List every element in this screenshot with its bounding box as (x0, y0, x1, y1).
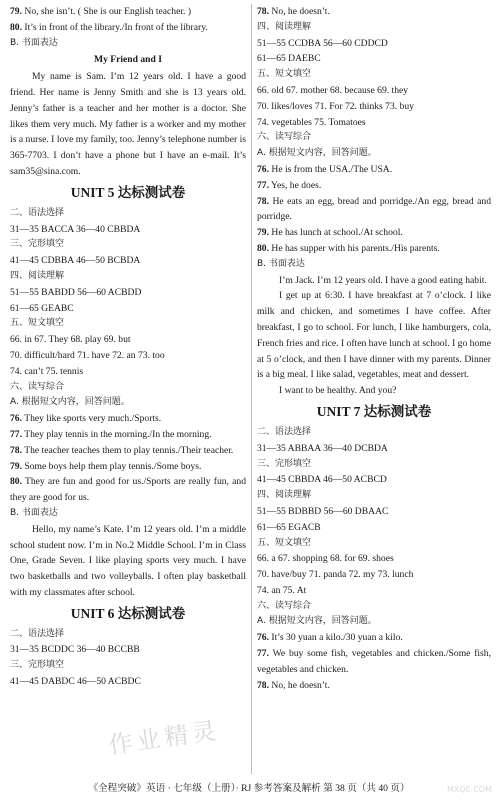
unit-heading: UNIT 6 达标测试卷 (70, 605, 186, 621)
section-heading: 六、读写综合 (257, 132, 312, 143)
section-heading: B. 书面表达 (257, 258, 305, 269)
essay-title: My Friend and I (94, 54, 162, 66)
answer-line (257, 162, 491, 178)
answer-line (257, 504, 491, 520)
answer-line (257, 225, 491, 241)
answer-line (10, 20, 246, 36)
answer-text: 70. have/buy 71. panda 72. my 73. lunch (257, 569, 414, 581)
answer-text: They play tennis in the morning./In the morning. (22, 428, 212, 440)
answer-text: No, he doesn’t. (269, 6, 330, 17)
unit-heading: UNIT 7 达标测试卷 (316, 403, 432, 419)
unit-heading: UNIT 5 达标测试卷 (70, 184, 186, 200)
question-number: 77. (10, 428, 22, 440)
answer-text: 31—35 BACCA 36—40 CBBDA (10, 223, 141, 235)
answer-text: 31—35 BCDDC 36—40 BCCBB (10, 644, 140, 656)
answer-text: 74. vegetables 75. Tomatoes (257, 116, 366, 128)
answer-text: 51—55 BDBBD 56—60 DBAAC (257, 505, 389, 517)
answer-text: 74. can’t 75. tennis (10, 365, 84, 377)
section-heading: A. 根据短文内容，回答问题。 (257, 616, 377, 627)
answer-text: They like sports very much./Sports. (22, 413, 162, 425)
section-heading: 六、读写综合 (257, 600, 312, 611)
answer-line (257, 178, 491, 194)
answer-line (257, 472, 491, 488)
answer-text: 41—45 DABDC 46—50 ACBDC (10, 676, 141, 688)
answer-text: Yes, he does. (269, 179, 322, 191)
question-number: 80. (257, 242, 269, 254)
question-number: 80. (10, 476, 22, 488)
question-number: 76. (257, 632, 269, 644)
answer-text: 61—65 EGACB (257, 521, 321, 533)
section-heading: 四、阅读理解 (257, 21, 312, 32)
answer-line (10, 427, 246, 443)
section-heading: 三、完形填空 (10, 239, 65, 250)
answer-line (257, 583, 491, 599)
section-heading: 二、语法选择 (257, 426, 312, 437)
section-heading: 五、短文填空 (257, 537, 312, 548)
answer-line (10, 459, 246, 475)
answer-line (257, 520, 491, 536)
answer-text: He has supper with his parents./His parents. (269, 242, 440, 254)
answer-text: 61—65 DAEBC (257, 53, 321, 65)
essay-paragraph: I get up at 6:30. I have breakfast at 7 o’clock. I like milk and chicken, and sometimes I have coffee. After breakfast, I go to school. For lunch, I like hamburgers, cola, French fries and rice. I often have lunch at school. I go home at 5 o’clock, and then I have dinner with my parents. Dinner is a big meal. I like salad, vegetables, meat and dessert. (257, 290, 491, 381)
left-column (10, 4, 246, 690)
section-heading: B. 书面表达 (10, 507, 58, 518)
answer-line (10, 222, 246, 238)
essay-paragraph: Hello, my name’s Kate. I’m 12 years old. I’m a middle school student now. I’m in No.2 Middle School. I’m in Class One, Grade Seven. I like playing sports very much. I have two basketballs and two volleyballs. I often play basketball with my classmates after school. (10, 523, 246, 598)
section-heading: B. 书面表达 (10, 37, 58, 48)
answer-text: No, she isn’t. ( She is our English teacher. ) (22, 6, 192, 17)
answer-text: It’s in front of the library./In front of the library. (22, 21, 208, 33)
answer-line (257, 241, 491, 257)
answer-line (257, 194, 491, 226)
question-number: 78. (257, 679, 269, 691)
right-column (257, 4, 491, 693)
section-heading: 六、读写综合 (10, 381, 65, 392)
answer-text: 66. old 67. mother 68. because 69. they (257, 84, 409, 96)
question-number: 77. (257, 648, 269, 660)
answer-line (257, 551, 491, 567)
answer-text: 74. an 75. At (257, 584, 307, 596)
section-heading: 四、阅读理解 (257, 490, 312, 501)
question-number: 79. (10, 460, 22, 472)
answer-text: They are fun and good for us./Sports are really fun, and they are good for us. (10, 476, 246, 504)
question-number: 80. (10, 21, 22, 33)
question-number: 78. (257, 195, 269, 207)
section-heading: A. 根据短文内容，回答问题。 (10, 397, 130, 408)
question-number: 79. (10, 6, 22, 17)
question-number: 79. (257, 227, 269, 239)
essay-paragraph: I’m Jack. I’m 12 years old. I have a good eating habit. (279, 274, 487, 286)
answer-line (10, 348, 246, 364)
question-number: 76. (257, 163, 269, 175)
section-heading: 二、语法选择 (10, 628, 65, 639)
answer-line (257, 115, 491, 131)
answer-text: The teacher teaches them to play tennis./Their teacher. (22, 444, 234, 456)
answer-text: 41—45 CDBBA 46—50 BCBDA (10, 255, 141, 267)
answer-text: 41—45 CBBDA 46—50 ACBCD (257, 474, 387, 486)
answer-line (10, 474, 246, 506)
answer-line (257, 51, 491, 67)
answer-text: 61—65 GEABC (10, 302, 74, 314)
answer-line (10, 642, 246, 658)
answer-line (10, 285, 246, 301)
answer-line (10, 332, 246, 348)
answer-line (257, 36, 491, 52)
answer-line (257, 441, 491, 457)
answer-text: It’s 30 yuan a kilo./30 yuan a kilo. (269, 632, 403, 644)
answer-line (257, 678, 491, 694)
answer-line (10, 443, 246, 459)
answer-line (257, 4, 491, 20)
section-heading: 五、短文填空 (10, 318, 65, 329)
essay-paragraph: I want to be healthy. And you? (279, 385, 397, 397)
answer-line (10, 674, 246, 690)
answer-line (257, 630, 491, 646)
answer-text: 66. a 67. shopping 68. for 69. shoes (257, 553, 394, 565)
question-number: 78. (10, 444, 22, 456)
answer-line (10, 301, 246, 317)
answer-text: 70. likes/loves 71. For 72. thinks 73. buy (257, 100, 414, 112)
answer-line (257, 83, 491, 99)
answer-text: 51—55 CCDBA 56—60 CDDCD (257, 37, 388, 49)
answer-text: 70. difficult/hard 71. have 72. an 73. too (10, 349, 165, 361)
section-heading: 三、完形填空 (10, 660, 65, 671)
section-heading: 二、语法选择 (10, 207, 65, 218)
answer-line (10, 253, 246, 269)
section-heading: 三、完形填空 (257, 458, 312, 469)
answer-line (10, 4, 246, 20)
answer-text: We buy some fish, vegetables and chicken./Some fish, vegetables and chicken. (257, 648, 491, 675)
section-heading: 四、阅读理解 (10, 270, 65, 281)
answer-text: He is from the USA./The USA. (269, 163, 393, 175)
answer-line (10, 364, 246, 380)
answer-line (10, 411, 246, 427)
column-divider (251, 4, 252, 774)
answer-text: 66. in 67. They 68. play 69. but (10, 334, 131, 346)
section-heading: 五、短文填空 (257, 69, 312, 80)
answer-text: He eats an egg, bread and porridge./An egg, bread and porridge. (257, 195, 491, 223)
answer-line (257, 646, 491, 678)
answer-line (257, 567, 491, 583)
page-footer: 《全程突破》英语 · 七年级（上册）· RJ 参考答案及解析 第 38 页（共 40 页） (88, 783, 410, 794)
answer-text: 51—55 BABDD 56—60 ACBDD (10, 286, 142, 298)
essay-paragraph: My name is Sam. I’m 12 years old. I have a good friend. Her name is Jenny Smith and she is 13 years old. Jenny’s father is a teacher and her mother is a doctor. She likes them very much. My father is a worker and my mother is a nurse. I love my family, too. Jenny’s telephone number is 365-7703. I don’t have a phone but I have an e-mail. It’s sam35@sina.com. (10, 71, 246, 177)
watermark: 作业精灵 (106, 716, 222, 760)
answer-text: He has lunch at school./At school. (269, 227, 403, 239)
answer-text: 31—35 ABBAA 36—40 DCBDA (257, 442, 388, 454)
question-number: 77. (257, 179, 269, 191)
answer-text: Some boys help them play tennis./Some boys. (22, 460, 202, 472)
question-number: 76. (10, 413, 22, 425)
question-number: 78. (257, 6, 269, 17)
watermark-url: MXQE.COM (446, 785, 492, 794)
answer-text: No, he doesn’t. (269, 679, 330, 691)
answer-line (257, 99, 491, 115)
section-heading: A. 根据短文内容，回答问题。 (257, 148, 377, 159)
